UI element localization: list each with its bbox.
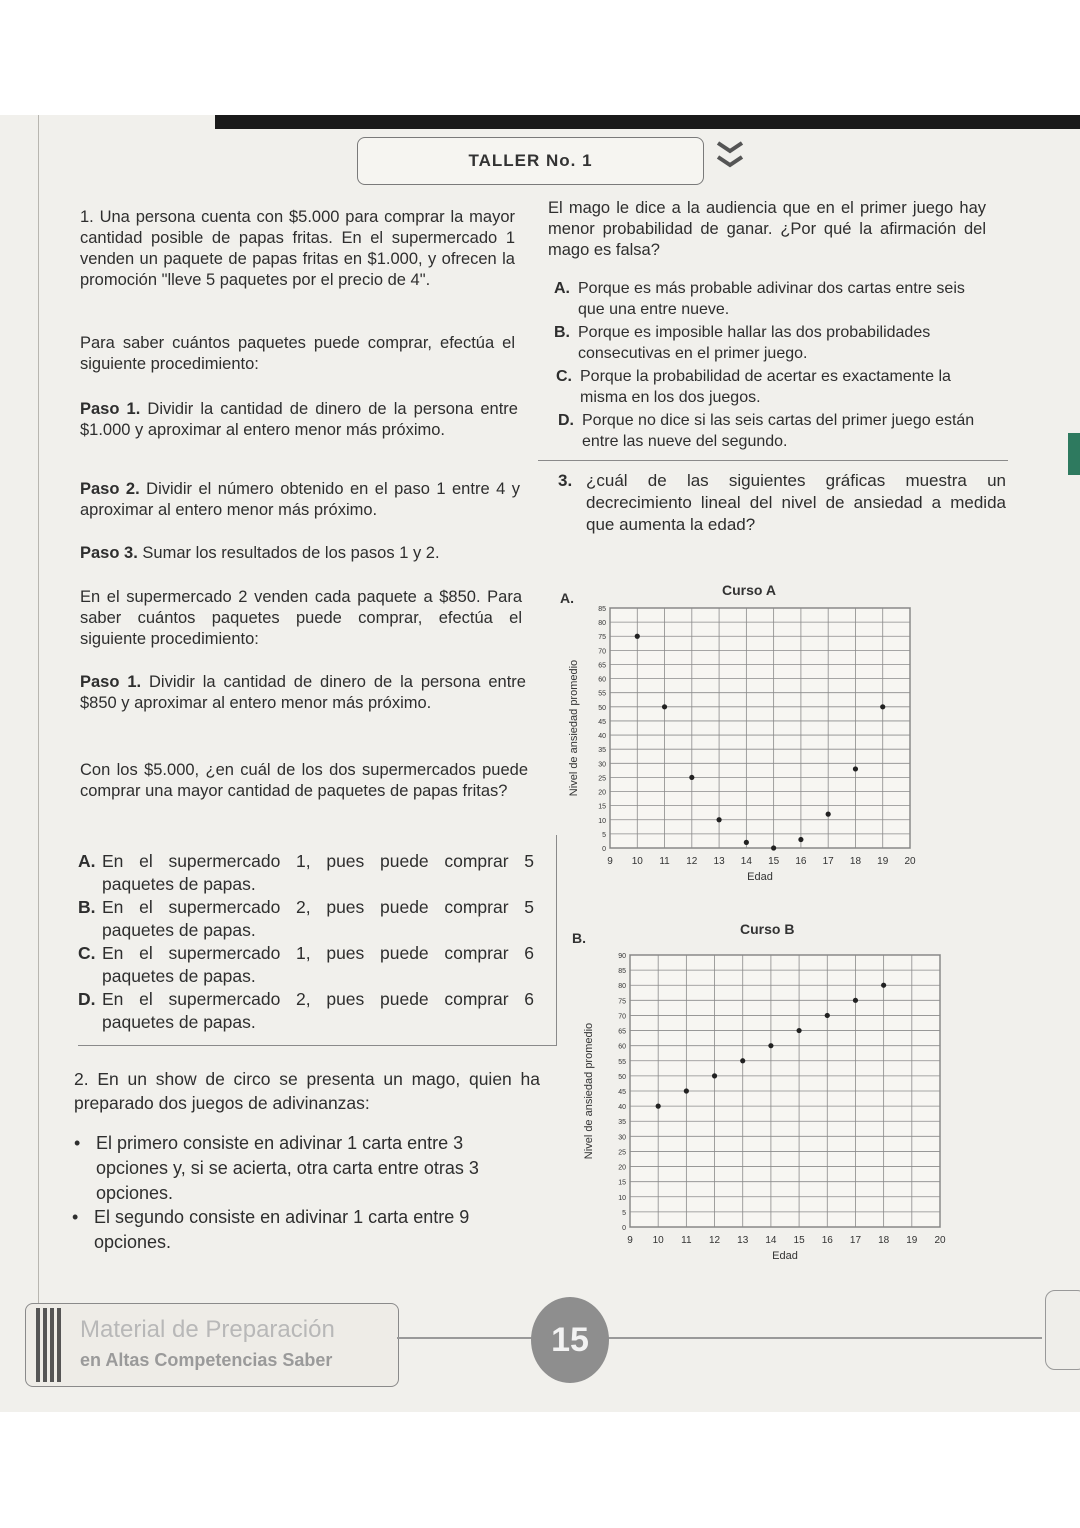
chart-a-xtick-label: 15 <box>768 856 780 867</box>
chart-a-point <box>771 845 776 850</box>
right-divider <box>538 460 1008 461</box>
q2-option-d[interactable]: D. Porque no dice si las seis cartas del primer juego están entre las nueve del segundo. <box>558 412 975 450</box>
q1-super2-intro: En el supermercado 2 venden cada paquete a $850. Para saber cuántos paquetes puede comprar, efectúa el siguiente procedimiento: <box>80 588 522 648</box>
chart-a-ytick-label: 30 <box>598 761 606 769</box>
chart-b-point <box>881 983 886 988</box>
chart-b-xlabel: Edad <box>772 1250 798 1262</box>
workbook-page <box>0 115 1080 1412</box>
chart-b-xtick-label: 16 <box>821 1235 833 1246</box>
paso3-label: Paso 3. <box>80 544 138 562</box>
chart-b-option-label[interactable]: B. <box>572 930 586 946</box>
q1-procedure-intro: Para saber cuántos paquetes puede comprar, efectúa el siguiente procedimiento: <box>80 334 515 373</box>
footer-brand-box <box>25 1303 399 1387</box>
chart-a-ytick-label: 75 <box>598 634 606 642</box>
chart-a-xtick-label: 13 <box>713 856 725 867</box>
q1-question: Con los $5.000, ¿en cuál de los dos supermercados puede comprar una mayor cantidad de paquetes de papas fritas? <box>80 761 528 800</box>
q1-paso1b <box>80 672 526 714</box>
chart-a-point <box>798 837 803 842</box>
chart-b-point <box>684 1088 689 1093</box>
q3-number: 3. <box>558 471 573 490</box>
chart-a-ytick-label: 15 <box>598 803 606 811</box>
chart-a-ytick-label: 55 <box>598 690 606 698</box>
chart-b-point <box>740 1058 745 1063</box>
chart-a-xtick-label: 10 <box>631 856 643 867</box>
chart-b-xtick-label: 19 <box>906 1235 918 1246</box>
paso2-label: Paso 2. <box>80 480 140 498</box>
chart-b-xtick-label: 15 <box>793 1235 805 1246</box>
chart-b-point <box>825 1013 830 1018</box>
chart-b-ytick-label: 5 <box>622 1209 626 1217</box>
q1-paso3 <box>80 543 520 564</box>
q2-bullet-1: • El primero consiste en adivinar 1 carta entre 3 opciones y, si se acierta, otra carta entre otras 3 opciones. <box>74 1133 479 1203</box>
paso3-text: Sumar los resultados de los pasos 1 y 2. <box>142 544 440 562</box>
chart-b-ytick-label: 75 <box>618 998 626 1006</box>
chart-b-ytick-label: 35 <box>618 1119 626 1127</box>
chart-a-ytick-label: 25 <box>598 775 606 783</box>
chart-b-ytick-label: 70 <box>618 1013 626 1021</box>
chart-a-ytick-label: 70 <box>598 648 606 656</box>
chart-a-xtick-label: 16 <box>795 856 807 867</box>
q2-option-b[interactable]: B. Porque es imposible hallar las dos probabilidades consecutivas en el primer juego. <box>554 324 931 362</box>
q2-option-a[interactable]: A. Porque es más probable adivinar dos cartas entre seis que una entre nueve. <box>554 280 965 318</box>
chart-b-xtick-label: 13 <box>737 1235 749 1246</box>
column-divider <box>556 835 557 1046</box>
chart-b-xtick-label: 20 <box>934 1235 946 1246</box>
chart-a-xtick-label: 20 <box>904 856 916 867</box>
q1-option-b[interactable]: B. En el supermercado 2, pues puede comprar 5 paquetes de papas. <box>78 897 534 940</box>
chart-a-ytick-label: 45 <box>598 718 606 726</box>
chart-a-scatter <box>565 600 940 900</box>
footer-stripes <box>36 1308 64 1382</box>
q2-option-c[interactable]: C. Porque la probabilidad de acertar es exactamente la misma en los dos juegos. <box>556 368 951 406</box>
chart-b-xtick-label: 17 <box>849 1235 862 1246</box>
chart-b-ytick-label: 40 <box>618 1104 626 1112</box>
page-title: TALLER No. 1 <box>357 137 704 185</box>
chart-a-title: Curso A <box>722 582 776 598</box>
chart-b-ytick-label: 25 <box>618 1149 626 1157</box>
chart-a-point <box>662 704 667 709</box>
paso2-text: Dividir el número obtenido en el paso 1 entre 4 y aproximar al entero menor más próximo. <box>80 480 520 519</box>
chart-a-point <box>853 766 858 771</box>
chart-b-ytick-label: 0 <box>622 1225 626 1232</box>
chart-a-ytick-label: 40 <box>598 733 606 741</box>
chart-a-xlabel: Edad <box>747 871 773 883</box>
chart-a-ylabel: Nivel de ansiedad promedio <box>568 659 580 797</box>
paso1b-text: Dividir la cantidad de dinero de la persona entre $850 y aproximar al entero menor más próximo. <box>80 673 526 712</box>
chart-a-point <box>880 704 885 709</box>
section-divider <box>78 1045 556 1046</box>
q2-question: El mago le dice a la audiencia que en el primer juego hay menor probabilidad de ganar. ¿Por qué la afirmación del mago es falsa? <box>548 199 986 259</box>
q1-paso1 <box>80 399 518 441</box>
chart-a-point <box>716 817 721 822</box>
paso1-label: Paso 1. <box>80 400 141 418</box>
chart-b-point <box>656 1104 661 1109</box>
chart-a-xtick-label: 18 <box>849 856 862 867</box>
q1-option-c[interactable]: C. En el supermercado 1, pues puede comprar 6 paquetes de papas. <box>78 943 534 986</box>
chart-a-ytick-label: 0 <box>602 846 606 853</box>
chart-a-point <box>744 840 749 845</box>
chart-a-ytick-label: 80 <box>598 620 606 628</box>
q1-option-d[interactable]: D. En el supermercado 2, pues puede comprar 6 paquetes de papas. <box>78 989 534 1032</box>
chart-a-xtick-label: 9 <box>607 856 613 867</box>
chart-a-point <box>689 775 694 780</box>
chart-b-ytick-label: 20 <box>618 1164 626 1172</box>
left-margin-line <box>38 115 39 1305</box>
chart-b-ytick-label: 45 <box>618 1089 626 1096</box>
chart-b-ytick-label: 80 <box>618 983 626 991</box>
chart-b-ytick-label: 60 <box>618 1043 626 1051</box>
chart-b-point <box>712 1073 717 1078</box>
chevron-down-icon <box>712 137 748 177</box>
chart-a-plot-area <box>610 608 910 848</box>
chart-a-ytick-label: 10 <box>598 817 606 825</box>
paso1b-label: Paso 1. <box>80 673 142 691</box>
chart-b-ytick-label: 90 <box>618 953 626 960</box>
q2-bullet-2: • El segundo consiste en adivinar 1 carta entre 9 opciones. <box>72 1207 470 1252</box>
chart-b-point <box>768 1043 773 1048</box>
chart-a-ytick-label: 35 <box>598 747 606 755</box>
chart-b-point <box>853 998 858 1003</box>
q2-intro: 2. En un show de circo se presenta un mago, quien ha preparado dos juegos de adivinanzas: <box>74 1069 540 1113</box>
q1-option-a[interactable]: A. En el supermercado 1, pues puede comprar 5 paquetes de papas. <box>78 851 534 894</box>
chart-a-ytick-label: 20 <box>598 789 606 797</box>
chart-b-title: Curso B <box>740 921 795 937</box>
chart-a-ytick-label: 85 <box>598 606 606 613</box>
chart-b-xtick-label: 18 <box>878 1235 890 1246</box>
chart-b-ytick-label: 50 <box>618 1073 626 1081</box>
right-edge-tab <box>1045 1290 1080 1370</box>
chart-b-ytick-label: 15 <box>618 1179 626 1187</box>
footer-line-1: Material de Preparación <box>80 1316 335 1343</box>
top-dark-band <box>215 115 1080 129</box>
q1-intro: 1. Una persona cuenta con $5.000 para comprar la mayor cantidad posible de papas fritas. En el supermercado 1 venden un paquete de papas fritas en $1.000, y ofrecen la promoción "lleve 5 paquetes por el precio de 4". <box>80 208 515 289</box>
chart-b-scatter <box>580 943 960 1275</box>
chart-b-ytick-label: 65 <box>618 1028 626 1036</box>
chart-a-point <box>826 812 831 817</box>
chart-b-ytick-label: 30 <box>618 1134 626 1142</box>
chart-b-ylabel: Nivel de ansiedad promedio <box>583 1022 595 1160</box>
chart-b-xtick-label: 9 <box>627 1235 633 1246</box>
chart-a-xtick-label: 17 <box>822 856 834 867</box>
chart-b-point <box>796 1028 801 1033</box>
paso1-text: Dividir la cantidad de dinero de la persona entre $1.000 y aproximar al entero menor más próximo. <box>80 400 518 439</box>
chart-a-xtick-label: 14 <box>740 856 752 867</box>
chart-b-xtick-label: 12 <box>708 1235 721 1246</box>
chart-a-point <box>635 634 640 639</box>
chart-a-ytick-label: 50 <box>598 704 606 712</box>
chart-b-xtick-label: 14 <box>765 1235 777 1246</box>
q3-text: ¿cuál de las siguientes gráficas muestra un decrecimiento lineal del nivel de ansiedad a medida que aumenta la edad? <box>586 471 1006 534</box>
chart-a-ytick-label: 60 <box>598 676 606 684</box>
page-number: 15 <box>531 1297 609 1383</box>
chart-b-ytick-label: 55 <box>618 1058 626 1066</box>
chart-a-xtick-label: 11 <box>659 856 670 867</box>
chart-b-ytick-label: 10 <box>618 1194 626 1202</box>
edge-tab-marker <box>1068 433 1080 475</box>
q1-paso2 <box>80 479 520 521</box>
chart-b-xtick-label: 11 <box>681 1235 692 1246</box>
chart-a-ytick-label: 5 <box>602 831 606 839</box>
chart-b-ytick-label: 85 <box>618 968 626 976</box>
chart-a-option-label[interactable]: A. <box>560 590 574 606</box>
chart-a-xtick-label: 19 <box>877 856 889 867</box>
chart-a-xtick-label: 12 <box>686 856 698 867</box>
q3-question <box>558 470 1006 536</box>
chart-a-ytick-label: 65 <box>598 662 606 670</box>
footer-line-2: en Altas Competencias Saber <box>80 1350 333 1370</box>
footer-line <box>397 1337 1042 1339</box>
chart-b-xtick-label: 10 <box>652 1235 664 1246</box>
